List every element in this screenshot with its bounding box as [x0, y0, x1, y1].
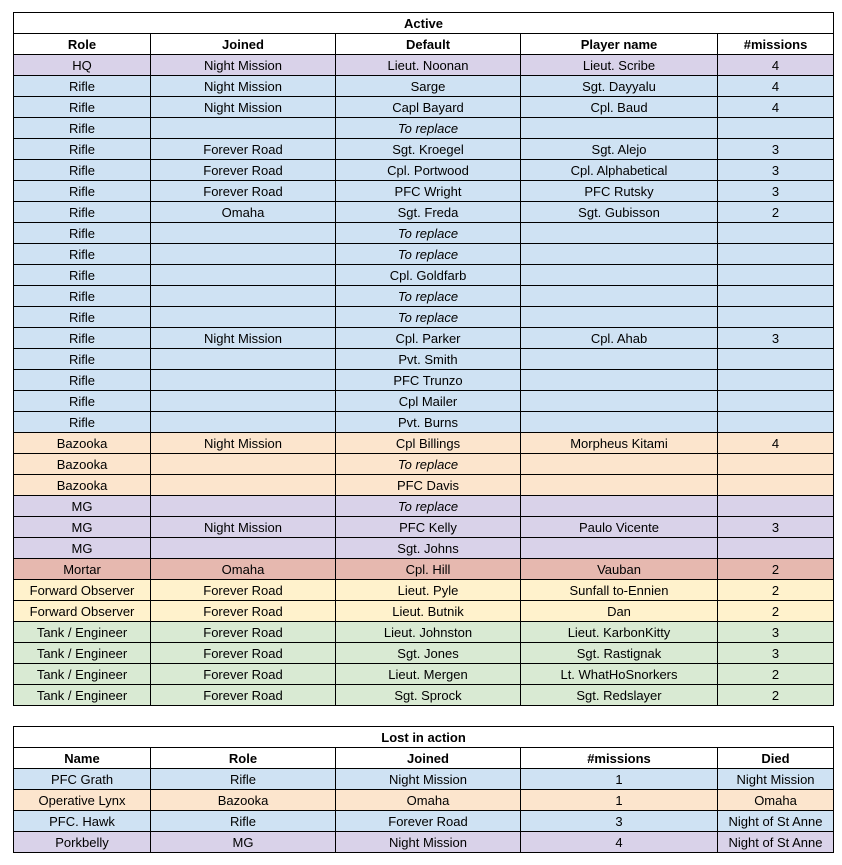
table-cell: 2 — [718, 580, 834, 601]
table-cell: Capl Bayard — [336, 97, 521, 118]
table-cell — [718, 391, 834, 412]
table-cell: Cpl Billings — [336, 433, 521, 454]
table-cell — [151, 265, 336, 286]
table-cell: Rifle — [14, 265, 151, 286]
table-cell: Sgt. Kroegel — [336, 139, 521, 160]
table-cell — [718, 118, 834, 139]
table-cell: Rifle — [14, 412, 151, 433]
table-cell: PFC. Hawk — [14, 811, 151, 832]
table-cell: 2 — [718, 664, 834, 685]
active-table-row — [14, 265, 834, 286]
table-cell: Rifle — [14, 349, 151, 370]
table-cell: Night Mission — [151, 517, 336, 538]
table-cell: Night Mission — [151, 76, 336, 97]
active-table-row — [14, 202, 834, 223]
table-cell: 4 — [521, 832, 718, 853]
table-cell: 3 — [718, 139, 834, 160]
table-cell: Pvt. Smith — [336, 349, 521, 370]
table-cell: PFC Rutsky — [521, 181, 718, 202]
table-cell: Sunfall to-Ennien — [521, 580, 718, 601]
table-cell: Forever Road — [151, 664, 336, 685]
table-cell — [718, 496, 834, 517]
table-cell: Sgt. Alejo — [521, 139, 718, 160]
table-cell: Rifle — [14, 370, 151, 391]
table-cell: 3 — [718, 643, 834, 664]
active-table-row — [14, 433, 834, 454]
table-cell — [521, 223, 718, 244]
table-cell — [151, 307, 336, 328]
active-table-row — [14, 328, 834, 349]
active-table-body — [14, 55, 834, 706]
table-cell: Forever Road — [151, 685, 336, 706]
table-cell: Rifle — [14, 244, 151, 265]
active-table-row — [14, 244, 834, 265]
table-cell: To replace — [336, 118, 521, 139]
table-cell: Sgt. Gubisson — [521, 202, 718, 223]
table-cell: Rifle — [14, 139, 151, 160]
table-cell — [718, 475, 834, 496]
table-cell: 3 — [718, 160, 834, 181]
table-cell: Tank / Engineer — [14, 643, 151, 664]
active-header-role: Role — [14, 34, 151, 55]
active-table-row — [14, 349, 834, 370]
active-table-row — [14, 55, 834, 76]
table-cell — [521, 538, 718, 559]
table-cell: Sgt. Sprock — [336, 685, 521, 706]
table-cell: Rifle — [14, 118, 151, 139]
table-cell: Lieut. Johnston — [336, 622, 521, 643]
table-cell: Forever Road — [151, 139, 336, 160]
table-cell: 3 — [718, 622, 834, 643]
table-cell: HQ — [14, 55, 151, 76]
table-cell — [718, 412, 834, 433]
table-cell: Porkbelly — [14, 832, 151, 853]
active-table-row — [14, 307, 834, 328]
table-cell: Operative Lynx — [14, 790, 151, 811]
table-cell: Night Mission — [336, 832, 521, 853]
table-cell — [718, 286, 834, 307]
table-cell: Rifle — [14, 286, 151, 307]
table-cell: 3 — [718, 181, 834, 202]
table-cell: 4 — [718, 433, 834, 454]
table-cell: Rifle — [151, 811, 336, 832]
table-cell: Rifle — [14, 160, 151, 181]
lost-header-role: Role — [151, 748, 336, 769]
table-cell — [151, 370, 336, 391]
table-cell: Night Mission — [151, 97, 336, 118]
table-cell: Bazooka — [14, 433, 151, 454]
table-cell: Lieut. Butnik — [336, 601, 521, 622]
active-table-title: Active — [14, 13, 834, 34]
active-table-row — [14, 580, 834, 601]
table-cell: Night Mission — [151, 55, 336, 76]
active-table-row — [14, 664, 834, 685]
table-cell: PFC Kelly — [336, 517, 521, 538]
table-cell: 4 — [718, 76, 834, 97]
table-cell: Night Mission — [151, 328, 336, 349]
active-table-row — [14, 370, 834, 391]
table-cell — [151, 412, 336, 433]
table-cell — [151, 538, 336, 559]
lost-header-joined: Joined — [336, 748, 521, 769]
table-cell — [521, 307, 718, 328]
table-cell: Morpheus Kitami — [521, 433, 718, 454]
table-cell: Cpl. Portwood — [336, 160, 521, 181]
table-cell — [718, 307, 834, 328]
table-cell: Lieut. Pyle — [336, 580, 521, 601]
active-table-row — [14, 181, 834, 202]
table-cell: Tank / Engineer — [14, 622, 151, 643]
table-cell — [521, 391, 718, 412]
table-cell: Cpl. Alphabetical — [521, 160, 718, 181]
table-cell: Forever Road — [336, 811, 521, 832]
table-cell: Lieut. KarbonKitty — [521, 622, 718, 643]
lost-in-action-table — [13, 726, 834, 853]
table-cell — [521, 265, 718, 286]
active-table-row — [14, 160, 834, 181]
table-cell — [521, 475, 718, 496]
active-table-row — [14, 139, 834, 160]
table-cell: Rifle — [14, 328, 151, 349]
table-cell: Tank / Engineer — [14, 664, 151, 685]
table-cell: Omaha — [718, 790, 834, 811]
table-cell — [151, 454, 336, 475]
table-cell — [521, 412, 718, 433]
table-cell: Sgt. Johns — [336, 538, 521, 559]
table-cell: Sgt. Freda — [336, 202, 521, 223]
table-cell: Sgt. Jones — [336, 643, 521, 664]
table-cell: 2 — [718, 601, 834, 622]
active-table-row — [14, 622, 834, 643]
table-cell: Pvt. Burns — [336, 412, 521, 433]
table-cell: Lt. WhatHoSnorkers — [521, 664, 718, 685]
table-cell: Sgt. Redslayer — [521, 685, 718, 706]
table-cell: Cpl Mailer — [336, 391, 521, 412]
table-cell: Lieut. Scribe — [521, 55, 718, 76]
lost-table-row — [14, 811, 834, 832]
active-table-row — [14, 97, 834, 118]
table-cell: 4 — [718, 55, 834, 76]
table-cell: To replace — [336, 286, 521, 307]
table-cell — [718, 370, 834, 391]
table-cell: Night Mission — [718, 769, 834, 790]
active-table-row — [14, 118, 834, 139]
table-cell: Forward Observer — [14, 580, 151, 601]
table-cell — [718, 244, 834, 265]
table-cell: Rifle — [14, 76, 151, 97]
active-table-row — [14, 286, 834, 307]
table-cell — [521, 370, 718, 391]
table-cell: Omaha — [336, 790, 521, 811]
lost-header-missions: #missions — [521, 748, 718, 769]
table-cell: Rifle — [14, 202, 151, 223]
table-cell: 2 — [718, 559, 834, 580]
table-cell: To replace — [336, 307, 521, 328]
active-table-row — [14, 559, 834, 580]
active-table — [13, 12, 834, 706]
table-cell: Rifle — [14, 391, 151, 412]
active-table-row — [14, 223, 834, 244]
table-cell: Sgt. Dayyalu — [521, 76, 718, 97]
table-cell — [521, 454, 718, 475]
table-cell: Rifle — [14, 307, 151, 328]
table-cell: Forever Road — [151, 160, 336, 181]
active-table-row — [14, 391, 834, 412]
active-header-joined: Joined — [151, 34, 336, 55]
table-cell: MG — [14, 496, 151, 517]
table-cell — [521, 349, 718, 370]
table-cell: PFC Davis — [336, 475, 521, 496]
table-cell: PFC Wright — [336, 181, 521, 202]
table-cell: Forever Road — [151, 181, 336, 202]
table-cell: Night Mission — [151, 433, 336, 454]
lost-header-died: Died — [718, 748, 834, 769]
active-header-player-name: Player name — [521, 34, 718, 55]
active-table-row — [14, 496, 834, 517]
table-cell — [718, 349, 834, 370]
table-cell: 3 — [718, 328, 834, 349]
active-table-row — [14, 601, 834, 622]
active-table-row — [14, 517, 834, 538]
table-cell — [521, 496, 718, 517]
lost-header-name: Name — [14, 748, 151, 769]
table-cell: Forever Road — [151, 643, 336, 664]
table-cell — [718, 538, 834, 559]
table-cell: Bazooka — [151, 790, 336, 811]
table-cell: MG — [14, 538, 151, 559]
table-cell: Paulo Vicente — [521, 517, 718, 538]
table-cell — [718, 454, 834, 475]
table-cell: PFC Grath — [14, 769, 151, 790]
table-cell: Rifle — [14, 223, 151, 244]
table-cell — [521, 118, 718, 139]
table-cell: Forward Observer — [14, 601, 151, 622]
active-header-default: Default — [336, 34, 521, 55]
table-cell — [151, 496, 336, 517]
table-cell: 3 — [718, 517, 834, 538]
active-table-row — [14, 538, 834, 559]
table-cell — [151, 223, 336, 244]
lost-table-row — [14, 769, 834, 790]
table-cell: Night of St Anne — [718, 832, 834, 853]
table-cell: To replace — [336, 244, 521, 265]
table-cell — [151, 286, 336, 307]
table-cell: Cpl. Ahab — [521, 328, 718, 349]
table-cell — [521, 286, 718, 307]
table-cell: Bazooka — [14, 475, 151, 496]
table-cell: Mortar — [14, 559, 151, 580]
active-header-missions: #missions — [718, 34, 834, 55]
table-cell: 4 — [718, 97, 834, 118]
table-cell: To replace — [336, 496, 521, 517]
table-cell: Omaha — [151, 559, 336, 580]
table-cell: Sarge — [336, 76, 521, 97]
active-table-row — [14, 643, 834, 664]
table-cell — [521, 244, 718, 265]
table-cell — [151, 118, 336, 139]
table-cell: To replace — [336, 223, 521, 244]
table-cell — [151, 349, 336, 370]
table-cell: Lieut. Mergen — [336, 664, 521, 685]
table-cell: Tank / Engineer — [14, 685, 151, 706]
active-table-row — [14, 412, 834, 433]
table-cell: Night Mission — [336, 769, 521, 790]
table-cell: 1 — [521, 790, 718, 811]
active-table-row — [14, 454, 834, 475]
table-cell: PFC Trunzo — [336, 370, 521, 391]
table-cell: Cpl. Parker — [336, 328, 521, 349]
lost-table-row — [14, 832, 834, 853]
table-cell — [151, 475, 336, 496]
active-table-row — [14, 685, 834, 706]
table-cell: Cpl. Baud — [521, 97, 718, 118]
table-cell: MG — [151, 832, 336, 853]
lost-table-body — [14, 769, 834, 853]
table-cell: 3 — [521, 811, 718, 832]
table-cell: 2 — [718, 202, 834, 223]
table-cell: Sgt. Rastignak — [521, 643, 718, 664]
table-cell: 2 — [718, 685, 834, 706]
table-cell: Lieut. Noonan — [336, 55, 521, 76]
table-cell: Forever Road — [151, 601, 336, 622]
table-cell: 1 — [521, 769, 718, 790]
table-cell: Night of St Anne — [718, 811, 834, 832]
table-cell: Forever Road — [151, 622, 336, 643]
table-cell: Dan — [521, 601, 718, 622]
active-table-row — [14, 76, 834, 97]
table-cell — [151, 244, 336, 265]
table-cell: Cpl. Hill — [336, 559, 521, 580]
table-cell: MG — [14, 517, 151, 538]
table-cell — [151, 391, 336, 412]
table-cell: Forever Road — [151, 580, 336, 601]
table-cell: Cpl. Goldfarb — [336, 265, 521, 286]
table-cell: Rifle — [14, 97, 151, 118]
table-cell: To replace — [336, 454, 521, 475]
table-cell: Omaha — [151, 202, 336, 223]
table-cell: Rifle — [14, 181, 151, 202]
table-cell: Rifle — [151, 769, 336, 790]
table-cell: Bazooka — [14, 454, 151, 475]
table-cell: Vauban — [521, 559, 718, 580]
active-table-row — [14, 475, 834, 496]
lost-table-row — [14, 790, 834, 811]
table-cell — [718, 223, 834, 244]
lost-table-title: Lost in action — [14, 727, 834, 748]
table-cell — [718, 265, 834, 286]
